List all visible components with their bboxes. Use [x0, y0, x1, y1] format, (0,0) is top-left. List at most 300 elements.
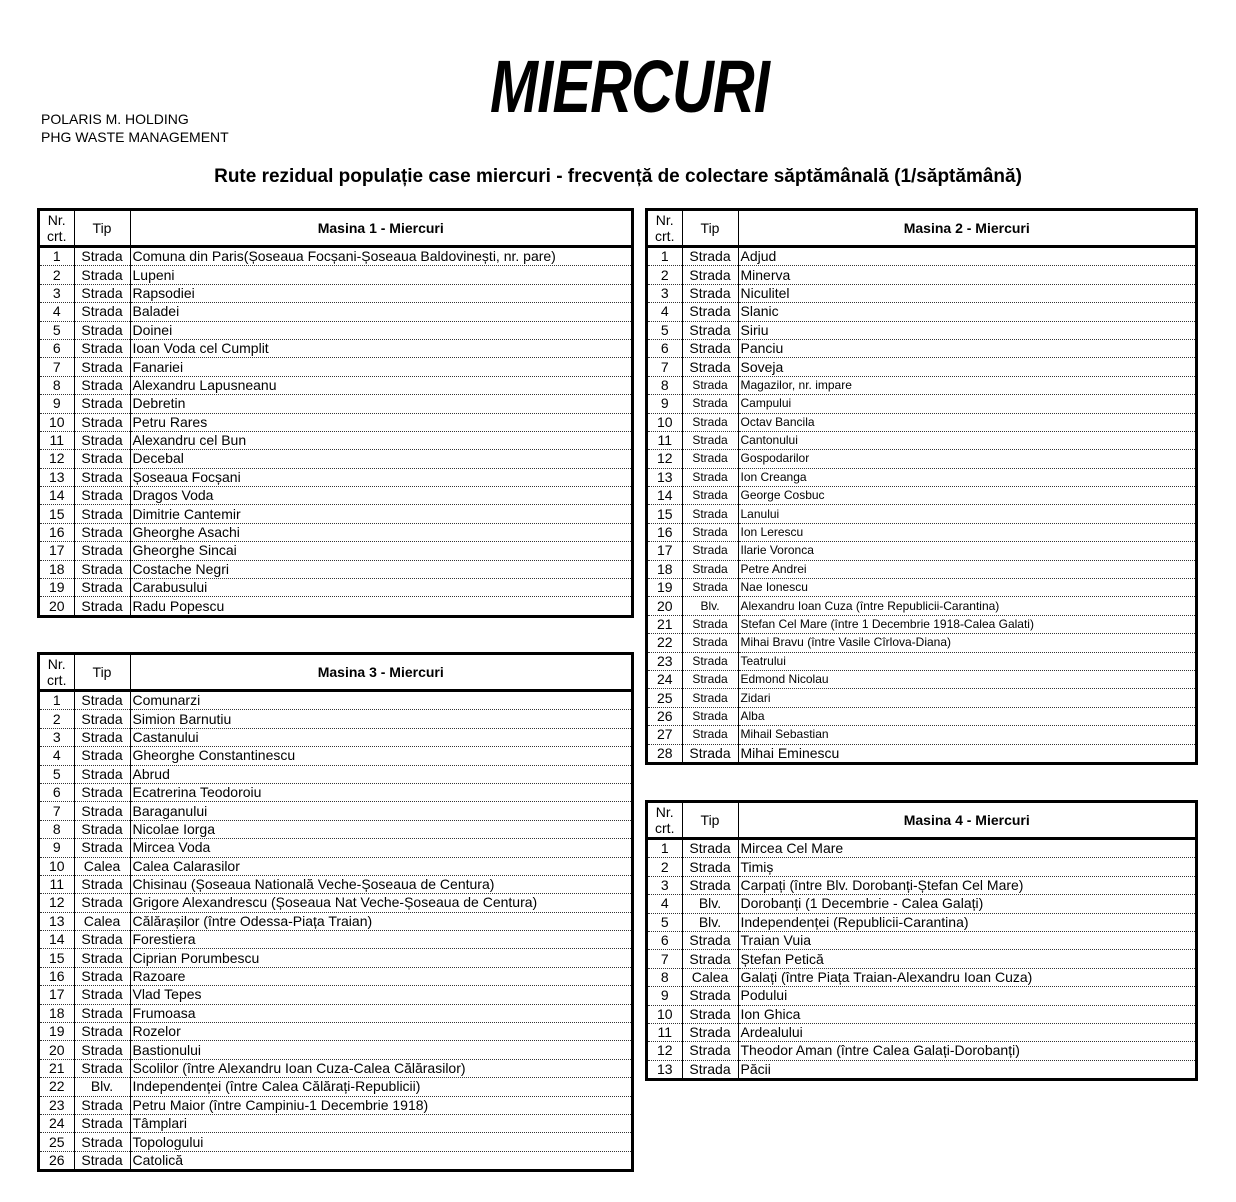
street-type: Strada: [74, 450, 130, 468]
street-name: Gheorghe Sincai: [130, 542, 631, 560]
street-type: Strada: [682, 487, 738, 505]
table-row: [648, 247, 1195, 266]
table-row: [648, 987, 1195, 1005]
street-type: Strada: [74, 505, 130, 523]
row-number: 25: [40, 1133, 74, 1151]
street-name: Decebal: [130, 450, 631, 468]
street-type: Strada: [74, 783, 130, 801]
row-number: 18: [40, 1004, 74, 1022]
street-type: Strada: [74, 931, 130, 949]
table-row: [40, 339, 631, 357]
table-row: [40, 579, 631, 597]
row-number: 11: [40, 875, 74, 893]
street-type: Strada: [74, 579, 130, 597]
street-type: Strada: [682, 579, 738, 597]
street-name: Razoare: [130, 967, 631, 985]
street-name: Baraganului: [130, 802, 631, 820]
street-name: Panciu: [738, 339, 1195, 357]
street-type: Strada: [682, 634, 738, 652]
street-name: Ion Ghica: [738, 1005, 1195, 1023]
table-row: [648, 284, 1195, 302]
table-row: [40, 1041, 631, 1059]
row-number: 4: [648, 303, 682, 321]
table-row: [648, 707, 1195, 725]
table-row: [648, 395, 1195, 413]
row-number: 11: [40, 431, 74, 449]
table-row: [40, 931, 631, 949]
street-name: Călărașilor (între Odessa-Piața Traian): [130, 912, 631, 930]
company-name: POLARIS M. HOLDING: [41, 111, 189, 127]
street-name: Niculitel: [738, 284, 1195, 302]
street-type: Calea: [74, 857, 130, 875]
table-row: [40, 303, 631, 321]
row-number: 11: [648, 431, 682, 449]
table-row: [648, 839, 1195, 858]
table-header-row: [40, 655, 631, 691]
row-number: 28: [648, 744, 682, 762]
street-name: Soveja: [738, 358, 1195, 376]
street-type: Strada: [74, 839, 130, 857]
street-type: Strada: [682, 1005, 738, 1023]
table-row: [40, 802, 631, 820]
row-number: 12: [40, 450, 74, 468]
street-name: Abrud: [130, 765, 631, 783]
table-row: [40, 321, 631, 339]
street-type: Strada: [682, 670, 738, 688]
row-number: 14: [40, 931, 74, 949]
table-row: [40, 523, 631, 541]
street-type: Strada: [74, 728, 130, 746]
street-name: Zidari: [738, 689, 1195, 707]
row-number: 3: [40, 728, 74, 746]
street-type: Strada: [74, 1004, 130, 1022]
street-name: Șoseaua Focșani: [130, 468, 631, 486]
street-name: Radu Popescu: [132, 597, 225, 614]
street-type: Strada: [74, 542, 130, 560]
row-number: 21: [648, 615, 682, 633]
table-row: [40, 505, 631, 523]
street-type: Strada: [74, 1096, 130, 1114]
row-number: 19: [40, 579, 74, 597]
street-name: Alexandru Ioan Cuza (între Republicii-Carantina): [738, 597, 1195, 615]
row-number: 4: [648, 895, 682, 913]
route-table: [648, 803, 1195, 1078]
street-name: Dimitrie Cantemir: [130, 505, 631, 523]
table-row: [40, 839, 631, 857]
table-row: [40, 284, 631, 302]
street-type: Strada: [74, 321, 130, 339]
header-nr-crt: Nr. crt.: [648, 211, 682, 247]
street-name: Independenței (între Calea Călărați-Republicii): [130, 1078, 631, 1096]
table-row: [648, 1005, 1195, 1023]
street-name: Carabusului: [130, 579, 631, 597]
street-name: Nicolae Iorga: [130, 820, 631, 838]
table-row: [648, 523, 1195, 541]
route-table: [40, 655, 631, 1169]
street-type: Strada: [682, 523, 738, 541]
street-name: Forestiera: [130, 931, 631, 949]
route-table-masina-1: [37, 208, 634, 618]
street-name: Petre Andrei: [738, 560, 1195, 578]
table-row: [40, 967, 631, 985]
street-name: Ion Lerescu: [738, 523, 1195, 541]
street-name: Timiș: [738, 858, 1195, 876]
street-name: Scolilor (între Alexandru Ioan Cuza-Calea Călărasilor): [130, 1059, 631, 1077]
street-name: Rapsodiei: [130, 284, 631, 302]
table-title: Masina 4 - Miercuri: [738, 803, 1195, 839]
row-number: 18: [648, 560, 682, 578]
street-name: Gospodarilor: [738, 450, 1195, 468]
street-type: Strada: [74, 949, 130, 967]
street-type: Strada: [74, 523, 130, 541]
table-row: [648, 744, 1195, 762]
street-type: Strada: [74, 413, 130, 431]
table-row: [40, 820, 631, 838]
street-name: Magazilor, nr. impare: [738, 376, 1195, 394]
table-row: [648, 560, 1195, 578]
street-type: Calea: [74, 912, 130, 930]
table-row: [648, 303, 1195, 321]
table-row: [648, 487, 1195, 505]
row-number: 7: [648, 358, 682, 376]
street-name: Rozelor: [130, 1023, 631, 1041]
street-type: Strada: [74, 1114, 130, 1132]
table-row: [648, 579, 1195, 597]
row-number: 8: [648, 376, 682, 394]
street-name: Minerva: [738, 266, 1195, 284]
street-name: Mircea Voda: [130, 839, 631, 857]
street-type: Strada: [74, 303, 130, 321]
table-row: [40, 986, 631, 1004]
row-number: 9: [40, 395, 74, 413]
street-type: Strada: [74, 820, 130, 838]
row-number: 26: [648, 707, 682, 725]
table-header-row: [648, 803, 1195, 839]
row-number: 17: [40, 542, 74, 560]
street-name: Siriu: [738, 321, 1195, 339]
row-number: 16: [40, 523, 74, 541]
table-row: [40, 1114, 631, 1132]
row-number: 16: [648, 523, 682, 541]
table-row: [40, 395, 631, 413]
header-tip: Tip: [74, 655, 130, 691]
street-name: Ecatrerina Teodoroiu: [130, 783, 631, 801]
row-number: 25: [648, 689, 682, 707]
street-type: Strada: [74, 875, 130, 893]
row-number: 9: [40, 839, 74, 857]
row-number: 17: [40, 986, 74, 1004]
street-name: Ioan Voda cel Cumplit: [130, 339, 631, 357]
street-type: Strada: [682, 247, 738, 266]
street-type: Strada: [682, 560, 738, 578]
table-row: [40, 875, 631, 893]
row-number: 10: [648, 1005, 682, 1023]
street-type: Blv.: [682, 597, 738, 615]
street-type: Strada: [74, 284, 130, 302]
row-number: 14: [40, 487, 74, 505]
header-nr-crt: Nr. crt.: [40, 211, 74, 247]
row-number: 2: [40, 710, 74, 728]
table-row: [648, 431, 1195, 449]
street-type: Strada: [682, 931, 738, 949]
table-row: [40, 1133, 631, 1151]
street-type: Strada: [682, 726, 738, 744]
table-row: [40, 783, 631, 801]
street-name: Calea Calarasilor: [130, 857, 631, 875]
street-name: Bastionului: [130, 1041, 631, 1059]
street-type: Strada: [74, 1133, 130, 1151]
street-name: Alba: [738, 707, 1195, 725]
street-type: Strada: [682, 266, 738, 284]
table-row: [40, 728, 631, 746]
table-row: [40, 266, 631, 284]
table-row: [648, 670, 1195, 688]
street-name: Slanic: [738, 303, 1195, 321]
row-number: 14: [648, 487, 682, 505]
street-type: Strada: [682, 339, 738, 357]
row-number: 23: [648, 652, 682, 670]
table-title: Masina 2 - Miercuri: [738, 211, 1195, 247]
table-row: [648, 358, 1195, 376]
row-number: 13: [40, 912, 74, 930]
table-row: [40, 949, 631, 967]
table-row: [648, 689, 1195, 707]
row-number: 20: [40, 1041, 74, 1059]
street-name: Alexandru Lapusneanu: [130, 376, 631, 394]
table-row: [40, 1151, 631, 1169]
table-row: [648, 413, 1195, 431]
table-header-row: [40, 211, 631, 247]
table-row: [40, 542, 631, 560]
table-row: [648, 950, 1195, 968]
page-title: MIERCURI: [490, 45, 770, 128]
street-name: Teatrului: [738, 652, 1195, 670]
table-row: [648, 1023, 1195, 1041]
table-row: [40, 247, 631, 266]
street-type: Strada: [682, 431, 738, 449]
row-number: 15: [40, 505, 74, 523]
street-name: Mircea Cel Mare: [738, 839, 1195, 858]
street-type: Strada: [682, 468, 738, 486]
row-number: 8: [40, 820, 74, 838]
table-row: [648, 1060, 1195, 1078]
table-row: [648, 858, 1195, 876]
street-name: Nae Ionescu: [738, 579, 1195, 597]
street-type: Strada: [74, 802, 130, 820]
street-type: Strada: [74, 691, 130, 710]
table-row: [40, 1004, 631, 1022]
row-number: 19: [40, 1023, 74, 1041]
table-row: [648, 597, 1195, 615]
street-type: Strada: [74, 1041, 130, 1059]
street-name: Mihail Sebastian: [738, 726, 1195, 744]
table-row: [40, 747, 631, 765]
street-type: Strada: [74, 1059, 130, 1077]
table-row: [40, 894, 631, 912]
table-row: [648, 652, 1195, 670]
street-type: Strada: [74, 1023, 130, 1041]
table-row: [648, 1042, 1195, 1060]
street-type: Strada: [682, 505, 738, 523]
row-number: 15: [40, 949, 74, 967]
row-number: 19: [648, 579, 682, 597]
row-number: 1: [40, 247, 74, 266]
row-number: 12: [40, 894, 74, 912]
street-type: Strada: [74, 894, 130, 912]
row-number: 15: [648, 505, 682, 523]
row-number: 7: [40, 802, 74, 820]
street-name: Adjud: [738, 247, 1195, 266]
street-type: Strada: [74, 986, 130, 1004]
street-type: Strada: [74, 597, 130, 615]
street-type: Strada: [74, 376, 130, 394]
street-type: Strada: [682, 987, 738, 1005]
table-row: [40, 468, 631, 486]
row-number: 10: [40, 857, 74, 875]
street-name: Edmond Nicolau: [738, 670, 1195, 688]
street-type: Strada: [74, 710, 130, 728]
company-block: [41, 110, 229, 146]
street-type: Strada: [74, 560, 130, 578]
header-nr-crt: Nr. crt.: [648, 803, 682, 839]
row-number: 20: [648, 597, 682, 615]
street-name: Carpați (între Blv. Dorobanți-Ștefan Cel Mare): [738, 876, 1195, 894]
street-name: Ardealului: [738, 1023, 1195, 1041]
table-row: [648, 634, 1195, 652]
row-number: 3: [648, 284, 682, 302]
row-number: 18: [40, 560, 74, 578]
row-number: 5: [648, 321, 682, 339]
street-type: Strada: [682, 876, 738, 894]
header-tip: Tip: [74, 211, 130, 247]
street-name: Comuna din Paris(Șoseaua Focșani-Șoseaua Baldovinești, nr. pare): [130, 247, 631, 266]
row-number: 22: [40, 1078, 74, 1096]
row-number: 8: [648, 968, 682, 986]
table-row: [40, 487, 631, 505]
street-type: Blv.: [682, 895, 738, 913]
row-number: 20: [40, 597, 74, 615]
table-row: [40, 1096, 631, 1114]
street-name: Petru Maior (între Campiniu-1 Decembrie 1918): [130, 1096, 631, 1114]
row-number: 5: [40, 765, 74, 783]
row-number: 10: [40, 413, 74, 431]
row-number: 13: [648, 468, 682, 486]
row-number: 10: [648, 413, 682, 431]
table-row: [40, 710, 631, 728]
row-number: 2: [648, 266, 682, 284]
company-division: PHG WASTE MANAGEMENT: [41, 129, 229, 145]
route-table-masina-3: [37, 652, 634, 1172]
row-number: 13: [648, 1060, 682, 1078]
table-row: [40, 1078, 631, 1096]
table-row: [40, 1059, 631, 1077]
row-number: 2: [648, 858, 682, 876]
street-type: Strada: [74, 487, 130, 505]
row-number: 6: [40, 339, 74, 357]
table-row: [648, 339, 1195, 357]
row-number: 6: [40, 783, 74, 801]
row-number: 5: [40, 321, 74, 339]
table-row: [648, 913, 1195, 931]
street-name: Gheorghe Asachi: [130, 523, 631, 541]
street-type: Strada: [74, 431, 130, 449]
row-number: 27: [648, 726, 682, 744]
table-row: [40, 450, 631, 468]
street-type: Strada: [74, 395, 130, 413]
street-type: Strada: [74, 967, 130, 985]
row-number: 24: [40, 1114, 74, 1132]
street-type: Strada: [682, 1060, 738, 1078]
street-type: Strada: [74, 358, 130, 376]
row-number: 12: [648, 1042, 682, 1060]
street-name: Petru Rares: [130, 413, 631, 431]
table-row: [648, 895, 1195, 913]
table-row: [648, 615, 1195, 633]
street-type: Calea: [682, 968, 738, 986]
header-tip: Tip: [682, 803, 738, 839]
row-number: 3: [40, 284, 74, 302]
row-number: 9: [648, 395, 682, 413]
street-type: Strada: [74, 765, 130, 783]
street-type: Strada: [682, 1042, 738, 1060]
street-type: Strada: [74, 339, 130, 357]
row-number: 7: [40, 358, 74, 376]
row-number: 1: [648, 247, 682, 266]
table-row: [648, 468, 1195, 486]
table-row: [648, 876, 1195, 894]
street-name: Independenței (Republicii-Carantina): [738, 913, 1195, 931]
street-type: Strada: [682, 707, 738, 725]
header-tip: Tip: [682, 211, 738, 247]
street-type: Strada: [74, 747, 130, 765]
table-row: [648, 321, 1195, 339]
row-number: 16: [40, 967, 74, 985]
table-row: [648, 931, 1195, 949]
table-row: [40, 912, 631, 930]
street-name: Comunarzi: [130, 691, 631, 710]
street-type: Blv.: [74, 1078, 130, 1096]
route-table-masina-2: [645, 208, 1198, 765]
row-number: 9: [648, 987, 682, 1005]
route-table: [648, 211, 1195, 762]
street-name: Podului: [738, 987, 1195, 1005]
table-header-row: [648, 211, 1195, 247]
street-name: Galați (între Piața Traian-Alexandru Ioan Cuza): [738, 968, 1195, 986]
street-name: Doinei: [130, 321, 631, 339]
table-title: Masina 3 - Miercuri: [130, 655, 631, 691]
table-row: [40, 413, 631, 431]
table-row: [40, 765, 631, 783]
row-number: 21: [40, 1059, 74, 1077]
street-type: Blv.: [682, 913, 738, 931]
street-name: Topologului: [130, 1133, 631, 1151]
row-number: 3: [648, 876, 682, 894]
route-table-masina-4: [645, 800, 1198, 1081]
document-subtitle: Rute rezidual populație case miercuri - frecvență de colectare săptămânală (1/săptămână): [214, 166, 1022, 187]
street-name: Alexandru cel Bun: [130, 431, 631, 449]
table-row: [648, 266, 1195, 284]
table-row: [40, 857, 631, 875]
street-name: Theodor Aman (între Calea Galați-Dorobanți): [738, 1042, 1195, 1060]
row-number: 1: [648, 839, 682, 858]
row-number: 26: [40, 1151, 74, 1169]
street-type: Strada: [682, 615, 738, 633]
row-number: 12: [648, 450, 682, 468]
table-row: [648, 726, 1195, 744]
street-name: Baladei: [130, 303, 631, 321]
table-row: [648, 376, 1195, 394]
street-name: Campului: [738, 395, 1195, 413]
